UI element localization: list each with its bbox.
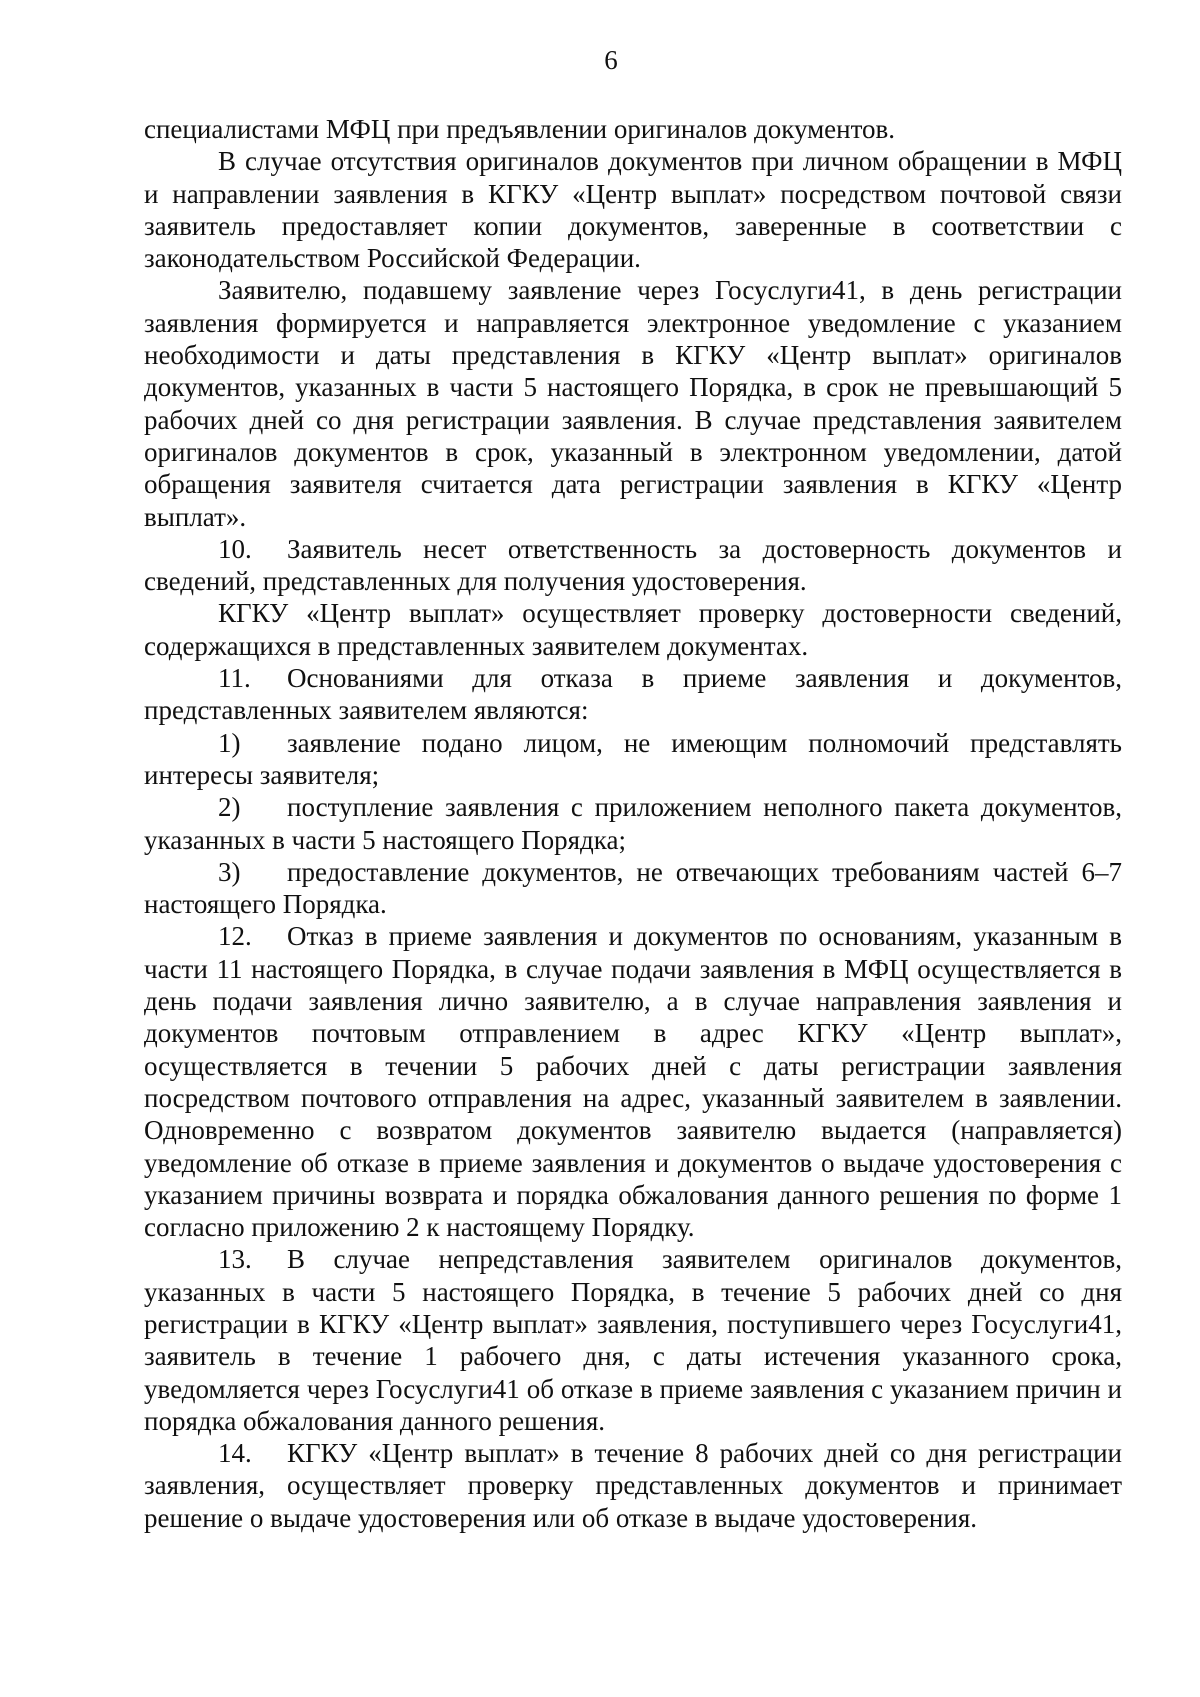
paragraph-text: КГКУ «Центр выплат» в течение 8 рабочих дней со дня регистрации заявления, осуществляет проверку представленных документов и принимает решение о выдаче удостоверения или об отказе в выдаче удостоверения. xyxy=(144,1438,1122,1533)
paragraph-number: 12. xyxy=(218,921,252,952)
paragraph-text: специалистами МФЦ при предъявлении оригиналов документов. xyxy=(144,114,896,144)
paragraph-gosuslugi-notification xyxy=(144,274,1122,532)
paragraph-13 xyxy=(144,1243,1122,1437)
paragraph-text: КГКУ «Центр выплат» осуществляет проверку достоверности сведений, содержащихся в представленных заявителем документах. xyxy=(144,598,1122,661)
paragraph-number: 10. xyxy=(218,533,252,564)
paragraph-copies-of-documents xyxy=(144,145,1122,274)
list-item-text: поступление заявления с приложением неполного пакета документов, указанных в части 5 настоящего Порядка; xyxy=(144,792,1122,855)
page-number: 6 xyxy=(604,45,618,75)
list-item-number: 3) xyxy=(218,856,241,887)
paragraph-10 xyxy=(144,533,1122,598)
list-item-1 xyxy=(144,727,1122,792)
paragraph-continuation xyxy=(144,113,1122,145)
paragraph-number: 14. xyxy=(218,1438,252,1469)
paragraph-text: В случае непредставления заявителем оригиналов документов, указанных в части 5 настоящего Порядка, в течение 5 рабочих дней со дня регистрации в КГКУ «Центр выплат» заявления, поступившего через Госуслуги41, заявитель в течение 1 рабочего дня, с даты истечения указанного срока, уведомляется через Госуслуги41 об отказе в приеме заявления с указанием причин и порядка обжалования данного решения. xyxy=(144,1244,1122,1436)
paragraph-text: В случае отсутствия оригиналов документов при личном обращении в МФЦ и направлении заявления в КГКУ «Центр выплат» посредством почтовой связи заявитель предоставляет копии документов, заверенные в соответствии с законодательством Российской Федерации. xyxy=(144,146,1122,274)
list-item-3 xyxy=(144,856,1122,921)
list-item-2 xyxy=(144,791,1122,856)
document-body xyxy=(144,113,1122,1534)
list-item-text: предоставление документов, не отвечающих требованиям частей 6–7 настоящего Порядка. xyxy=(144,856,1122,920)
list-item-number: 2) xyxy=(218,792,241,823)
paragraph-number: 11. xyxy=(218,663,251,694)
paragraph-11 xyxy=(144,662,1122,727)
paragraph-12 xyxy=(144,920,1122,1243)
paragraph-verification xyxy=(144,597,1122,662)
paragraph-text: Заявителю, подавшему заявление через Госуслуги41, в день регистрации заявления формируется и направляется электронное уведомление с указанием необходимости и даты представления в КГКУ «Центр выплат» оригиналов документов, указанных в части 5 настоящего Порядка, в срок не превышающий 5 рабочих дней со дня регистрации заявления. В случае представления заявителем оригиналов документов в срок, указанный в электронном уведомлении, датой обращения заявителя считается дата регистрации заявления в КГКУ «Центр выплат». xyxy=(144,275,1122,532)
list-item-text: заявление подано лицом, не имеющим полномочий представлять интересы заявителя; xyxy=(144,727,1122,790)
paragraph-text: Отказ в приеме заявления и документов по основаниям, указанным в части 11 настоящего Порядка, в случае подачи заявления в МФЦ осуществляется в день подачи заявления лично заявителю, а в случае направления заявления и документов почтовым отправлением в адрес КГКУ «Центр выплат», осуществляется в течении 5 рабочих дней с даты регистрации заявления посредством почтового отправления на адрес, указанный заявителем в заявлении. Одновременно с возвратом документов заявителю выдается (направляется) уведомление об отказе в приеме заявления и документов о выдаче удостоверения с указанием причины возврата и порядка обжалования данного решения по форме 1 согласно приложению 2 к настоящему Порядку. xyxy=(144,921,1122,1243)
paragraph-14 xyxy=(144,1437,1122,1534)
paragraph-number: 13. xyxy=(218,1244,252,1275)
paragraph-text: Основаниями для отказа в приеме заявления и документов, представленных заявителем являются: xyxy=(144,663,1122,726)
paragraph-text: Заявитель несет ответственность за достоверность документов и сведений, представленных для получения удостоверения. xyxy=(144,533,1122,597)
list-item-number: 1) xyxy=(218,727,241,758)
